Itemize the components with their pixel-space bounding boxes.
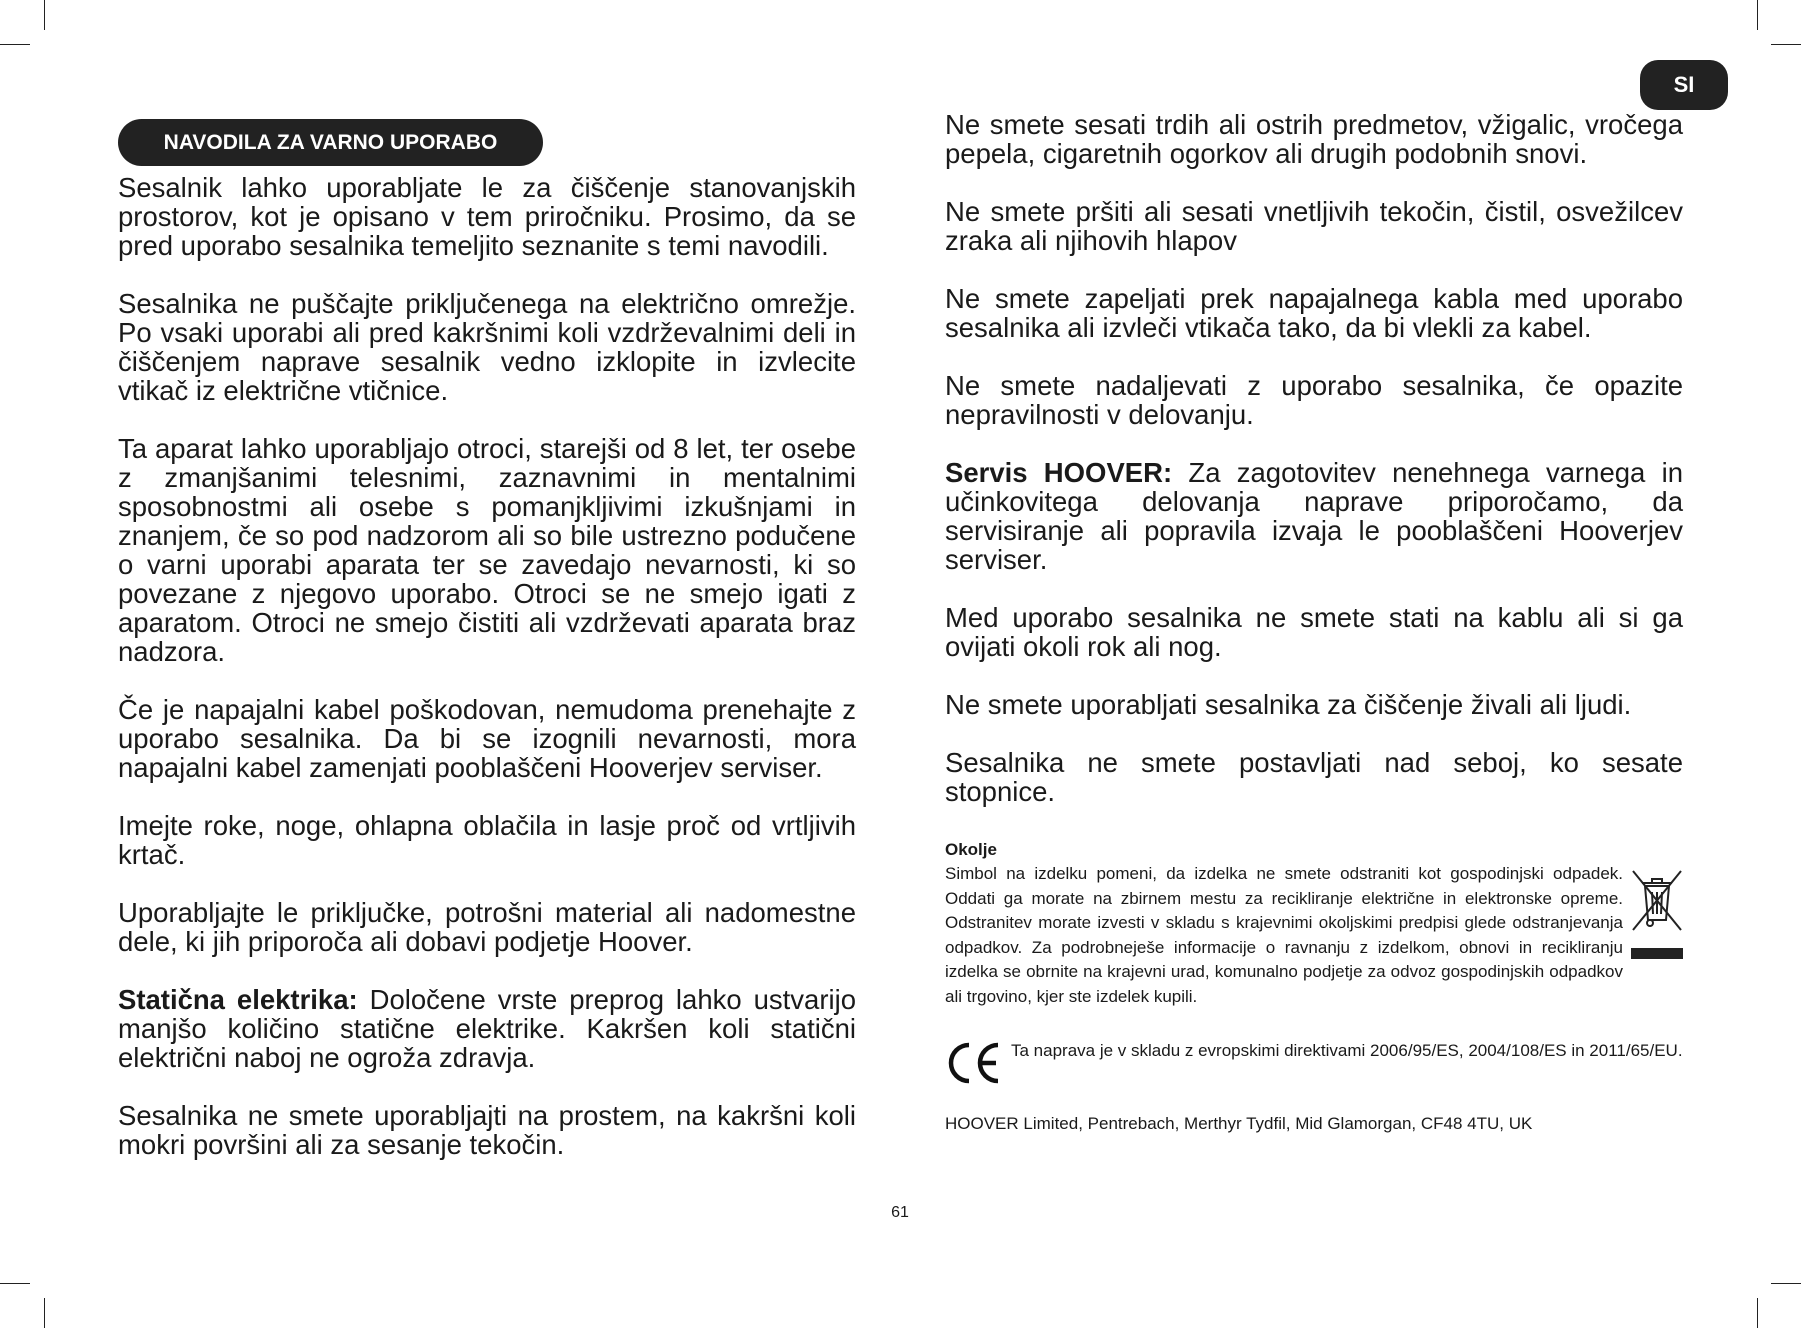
paragraph: Imejte roke, noge, ohlapna oblačila in lasje proč od vrtljivih krtač. (118, 810, 856, 870)
ce-mark-icon (945, 1040, 1003, 1086)
crop-mark (0, 44, 30, 45)
paragraph-service (945, 458, 1683, 574)
crop-mark (1771, 1283, 1801, 1284)
paragraph: Sesalnika ne smete uporabljajti na prostem, na kakršni koli mokri površini ali za sesanje tekočin. (118, 1100, 856, 1160)
environment-text: Simbol na izdelku pomeni, da izdelka ne smete odstraniti kot gospodinjski odpadek. Oddati ga morate na zbirnem mestu za recikliranje električne in elektronske opreme. Odstranitev morate izvesti v skladu s krajevnimi okoljskimi predpisi glede odstranjevanja odpadkov. Za podrobneješe informacije o ravnanju z izdelkom, obnovi in recikliranju izdelka se obrnite na krajevni urad, komunalno podjetje za odvoz gospodinjskih odpadkov ali trgovino, kjer ste izdelek kupili. (945, 864, 1623, 1006)
paragraph: Ne smete sesati trdih ali ostrih predmetov, vžigalic, vročega pepela, cigaretnih ogorkov ali drugih podobnih snovi. (945, 109, 1683, 169)
language-badge: SI (1640, 60, 1728, 110)
manufacturer-address: HOOVER Limited, Pentrebach, Merthyr Tydfil, Mid Glamorgan, CF48 4TU, UK (945, 1114, 1533, 1133)
paragraph: Med uporabo sesalnika ne smete stati na kablu ali si ga ovijati okoli rok ali nog. (945, 602, 1683, 662)
crop-mark (1757, 1298, 1758, 1328)
paragraph: Ne smete nadaljevati z uporabo sesalnika, če opazite nepravilnosti v delovanju. (945, 370, 1683, 430)
paragraph: Sesalnika ne puščajte priključenega na električno omrežje. Po vsaki uporabi ali pred kakršnimi koli vzdrževalnimi deli in čiščenjem naprave sesalnik vedno izklopite in izvlecite vtikač iz električne vtičnice. (118, 288, 856, 406)
right-column (945, 110, 1683, 835)
crop-mark (1757, 0, 1758, 30)
weee-crossed-bin-icon (1630, 868, 1684, 960)
crop-mark (0, 1283, 30, 1284)
paragraph: Ne smete uporabljati sesalnika za čiščenje živali ali ljudi. (945, 689, 1632, 720)
paragraph: Sesalnika ne smete postavljati nad seboj, ko sesate stopnice. (945, 747, 1683, 807)
paragraph: Ne smete zapeljati prek napajalnega kabla med uporabo sesalnika ali izvleči vtikača tako, da bi vlekli za kabel. (945, 283, 1683, 343)
crop-mark (44, 1298, 45, 1328)
environment-section (945, 838, 1683, 1009)
section-title: NAVODILA ZA VARNO UPORABO (118, 119, 543, 166)
crop-mark (44, 0, 45, 30)
paragraph-body: Določene vrste preprog lahko ustvarijo manjšo količino statične elektrike. Kakršen koli statični električni naboj ne ogroža zdravja. (118, 984, 856, 1073)
paragraph: Uporabljajte le priključke, potrošni material ali nadomestne dele, ki jih priporoča ali dobavi podjetje Hoover. (118, 897, 856, 957)
left-column (118, 173, 856, 1188)
paragraph-static-electricity (118, 985, 856, 1072)
paragraph-body: Za zagotovitev nenehnega varnega in učinkovitega delovanja naprave priporočamo, da servisiranje ali popravila izvaja le pooblaščeni Hooverjev serviser. (945, 457, 1683, 575)
paragraph: Ta aparat lahko uporabljajo otroci, starejši od 8 let, ter osebe z zmanjšanimi telesnimi, zaznavnimi in mentalnimi sposobnostmi ali osebe s pomanjkljivimi izkušnjami in znanjem, če so pod nadzorom ali so bile ustrezno podučene o varni uporabi aparata ter se zavedajo nevarnosti, ki so povezane z njegovo uporabo. Otroci se ne smejo igati z aparatom. Otroci ne smejo čistiti ali vzdrževati aparata braz nadzora. (118, 433, 856, 667)
paragraph: Sesalnik lahko uporabljate le za čiščenje stanovanjskih prostorov, kot je opisano v tem priročniku. Prosimo, da se pred uporabo sesalnika temeljito seznanite s temi navodili. (118, 172, 856, 261)
paragraph: Ne smete pršiti ali sesati vnetljivih tekočin, čistil, osvežilcev zraka ali njihovih hlapov (945, 196, 1683, 256)
page-number: 61 (891, 1204, 909, 1221)
paragraph: Če je napajalni kabel poškodovan, nemudoma prenehajte z uporabo sesalnika. Da bi se izognili nevarnosti, mora napajalni kabel zamenjati pooblaščeni Hooverjev serviser. (118, 694, 856, 783)
paragraph-lead: Servis HOOVER: (945, 457, 1173, 488)
environment-title: Okolje (945, 840, 997, 859)
ce-text: Ta naprava je v skladu z evropskimi direktivami 2006/95/ES, 2004/108/ES in 2011/65/EU. (1011, 1041, 1683, 1060)
crop-mark (1771, 44, 1801, 45)
paragraph-lead: Statična elektrika: (118, 984, 358, 1015)
